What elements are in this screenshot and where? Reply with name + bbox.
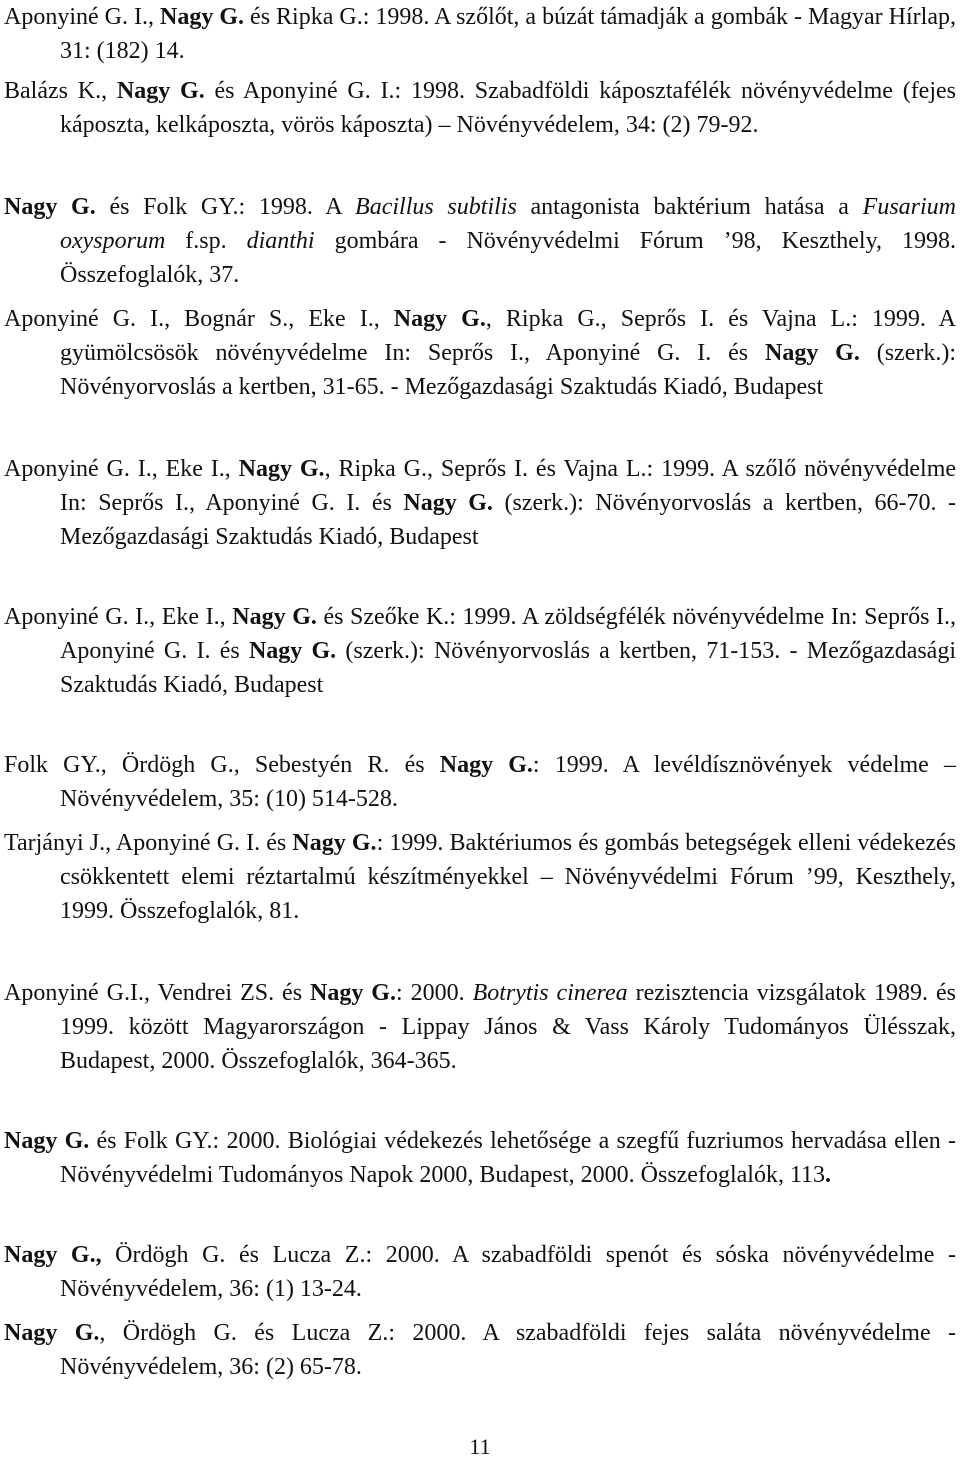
reference-text <box>4 302 956 404</box>
reference-text <box>4 748 956 816</box>
author-highlight: Nagy G. <box>764 340 860 366</box>
reference-text <box>4 0 956 68</box>
reference-entry <box>4 600 956 702</box>
species-name: Botrytis cinerea <box>472 980 628 1006</box>
reference-segment: (szerk.): Növényorvoslás a kertben, 66-70. - Mezőgazdasági Szaktudás Kiadó, Budapest <box>60 490 956 550</box>
reference-segment: Aponyiné G. I., Bognár S., Eke I., <box>4 306 394 332</box>
reference-entry <box>4 1238 956 1306</box>
reference-segment: és Ripka G.: 1998. A szőlőt, a búzát támadják a gombák - Magyar Hírlap, 31: (182) 14. <box>60 4 956 64</box>
reference-segment: (szerk.): Növényorvoslás a kertben, 71-153. - Mezőgazdasági Szaktudás Kiadó, Budapest <box>60 638 957 698</box>
reference-segment: f.sp. <box>165 228 247 254</box>
author-highlight: Nagy G. <box>116 78 205 104</box>
reference-entry <box>4 74 956 142</box>
reference-entry <box>4 1316 956 1384</box>
reference-segment: , Ripka G., Seprős I. és Vajna L.: 1999. A gyümölcsösök növényvédelme In: Seprős I., Aponyiné G. I. és <box>60 306 957 366</box>
reference-text <box>4 74 956 142</box>
reference-segment: és Folk GY.: 1998. A <box>95 194 356 220</box>
reference-segment: : 2000. <box>395 980 473 1006</box>
reference-segment: Aponyiné G. I., <box>4 4 161 30</box>
author-highlight: . <box>825 1162 832 1188</box>
reference-entry <box>4 748 956 816</box>
author-highlight: Nagy G. <box>232 604 317 630</box>
reference-text <box>4 190 956 292</box>
reference-segment: antagonista baktérium hatása a <box>516 194 863 220</box>
reference-text <box>4 600 956 702</box>
reference-entry <box>4 1124 956 1192</box>
reference-segment: és Folk GY.: 2000. Biológiai védekezés lehetősége a szegfű fuzriumos hervadása ellen - Növényvédelmi Tudományos Napok 2000, Budapest, 2000. Összefoglalók, 113 <box>60 1128 957 1188</box>
reference-text <box>4 1124 956 1192</box>
author-highlight: Nagy G. <box>4 1320 100 1346</box>
reference-entry <box>4 826 956 928</box>
author-highlight: Nagy G., <box>4 1242 102 1268</box>
author-highlight: Nagy G. <box>292 830 377 856</box>
reference-segment: Aponyiné G.I., Vendrei ZS. és <box>4 980 310 1006</box>
reference-segment: Balázs K., <box>4 78 117 104</box>
reference-text <box>4 976 956 1078</box>
reference-text <box>4 1316 956 1384</box>
reference-segment: rezisztencia vizsgálatok 1989. és 1999. között Magyarországon - Lippay János & Vass Károly Tudományos Ülésszak, Budapest, 2000. Összefoglalók, 364-365. <box>60 980 957 1074</box>
reference-segment: Tarjányi J., Aponyiné G. I. és <box>4 830 293 856</box>
reference-segment: Ördögh G. és Lucza Z.: 2000. A szabadföldi spenót és sóska növényvédelme - Növényvédelem, 36: (1) 13-24. <box>60 1242 957 1302</box>
reference-segment: gombára - Növényvédelmi Fórum ’98, Keszthely, 1998. Összefoglalók, 37. <box>60 228 956 288</box>
reference-segment: : 1999. A levéldísznövények védelme – Növényvédelem, 35: (10) 514-528. <box>60 752 956 812</box>
author-highlight: Nagy G. <box>439 752 533 778</box>
reference-text <box>4 826 956 928</box>
reference-text <box>4 452 956 554</box>
reference-segment: Folk GY., Ördögh G., Sebestyén R. és <box>4 752 440 778</box>
reference-segment: (szerk.): Növényorvoslás a kertben, 31-65. - Mezőgazdasági Szaktudás Kiadó, Budapest <box>60 340 956 400</box>
reference-segment: Aponyiné G. I., Eke I., <box>4 456 239 482</box>
page-number: 11 <box>469 1434 491 1459</box>
species-name: Fusarium oxysporum <box>60 194 957 254</box>
reference-segment: és Aponyiné G. I.: 1998. Szabadföldi káposztafélék növényvédelme (fejes káposzta, kelkáposzta, vörös káposzta) – Növényvédelem, 34: (2) 79-92. <box>60 78 956 138</box>
reference-segment: , Ripka G., Seprős I. és Vajna L.: 1999. A szőlő növényvédelme In: Seprős I., Aponyiné G. I. és <box>60 456 957 516</box>
reference-segment: , Ördögh G. és Lucza Z.: 2000. A szabadföldi fejes saláta növényvédelme - Növényvédelem, 36: (2) 65-78. <box>60 1320 957 1380</box>
author-highlight: Nagy G. <box>310 980 396 1006</box>
reference-segment: és Szeőke K.: 1999. A zöldségfélék növényvédelme In: Seprős I., Aponyiné G. I. és <box>60 604 957 664</box>
reference-entry <box>4 0 956 68</box>
author-highlight: Nagy G. <box>4 194 96 220</box>
reference-segment: Aponyiné G. I., Eke I., <box>4 604 233 630</box>
reference-segment: : 1999. Baktériumos és gombás betegségek elleni védekezés csökkentett elemi réztartalmú készítményekkel – Növényvédelmi Fórum ’99, Keszthely, 1999. Összefoglalók, 81. <box>60 830 957 924</box>
author-highlight: Nagy G. <box>403 490 493 516</box>
species-name: dianthi <box>246 228 315 254</box>
author-highlight: Nagy G. <box>248 638 337 664</box>
reference-text <box>4 1238 956 1306</box>
reference-entry <box>4 976 956 1078</box>
species-name: Bacillus subtilis <box>355 194 517 220</box>
reference-entry <box>4 190 956 292</box>
reference-entry <box>4 302 956 404</box>
author-highlight: Nagy G. <box>4 1128 90 1154</box>
author-highlight: Nagy G. <box>393 306 486 332</box>
reference-entry <box>4 452 956 554</box>
author-highlight: Nagy G. <box>238 456 325 482</box>
author-highlight: Nagy G. <box>160 4 245 30</box>
